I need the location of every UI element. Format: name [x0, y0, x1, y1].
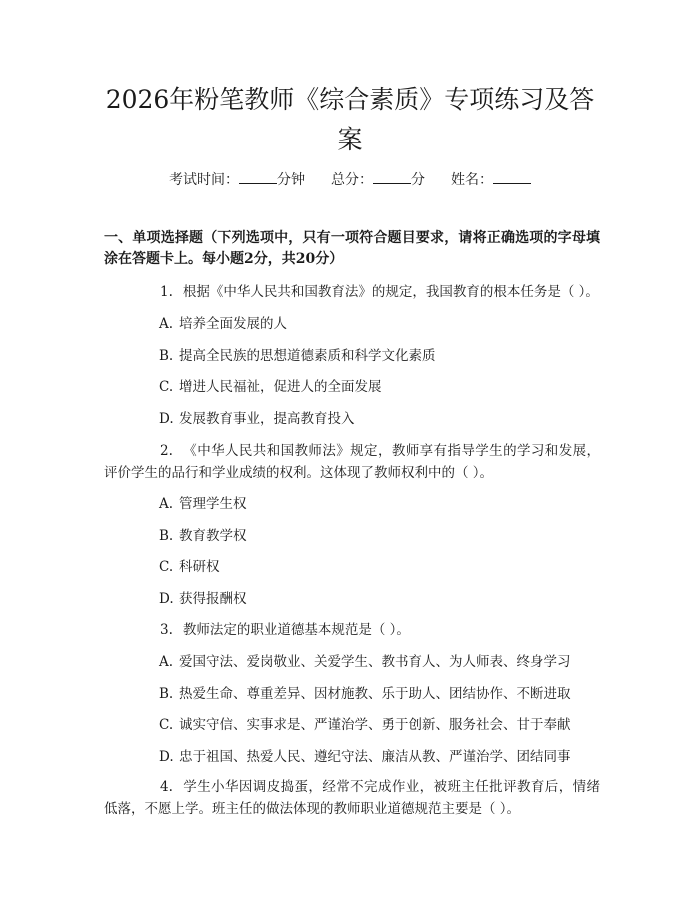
question-text: 根据《中华人民共和国教育法》的规定，我国教育的根本任务是（ ）。 [182, 284, 599, 300]
option-letter: D. [159, 411, 174, 427]
exam-time-label: 考试时间： [169, 172, 239, 188]
question-text: 《中华人民共和国教师法》规定，教师享有指导学生的学习和发展，评价学生的品行和学业成绩的权利。这体现了教师权利中的（ ）。 [104, 443, 600, 481]
option-letter: C. [159, 559, 174, 575]
question-number: 4. [160, 779, 173, 795]
question-1-option-a [159, 313, 599, 335]
option-letter: B. [159, 348, 174, 364]
question-3-option-b [159, 683, 599, 705]
option-text: 培养全面发展的人 [179, 316, 287, 332]
question-1-option-d [159, 408, 599, 430]
question-1-option-c [159, 376, 599, 398]
option-text: 忠于祖国、热爱人民、遵纪守法、廉洁从教、严谨治学、团结同事 [179, 749, 571, 765]
question-text: 学生小华因调皮捣蛋，经常不完成作业，被班主任批评教育后，情绪低落，不愿上学。班主任的做法体现的教师职业道德规范主要是（ ）。 [104, 779, 600, 817]
question-text: 教师法定的职业道德基本规范是（ ）。 [182, 622, 410, 638]
option-text: 管理学生权 [179, 496, 247, 512]
question-3-option-d [159, 746, 599, 768]
question-3-option-c [159, 714, 599, 736]
option-text: 发展教育事业，提高教育投入 [179, 411, 355, 427]
question-3 [104, 619, 600, 641]
option-letter: D. [159, 749, 174, 765]
option-text: 提高全民族的思想道德素质和科学文化素质 [179, 348, 436, 364]
total-score-label: 总分： [331, 172, 373, 188]
total-score-unit: 分 [411, 172, 425, 188]
question-2-option-c [159, 556, 599, 578]
option-letter: B. [159, 686, 174, 702]
exam-info-line [0, 169, 700, 190]
option-text: 科研权 [179, 559, 220, 575]
question-number: 1. [160, 284, 173, 300]
question-1-option-b [159, 345, 599, 367]
section-heading: 一、单项选择题（下列选项中，只有一项符合题目要求，请将正确选项的字母填涂在答题卡上。每小题2分，共20分） [104, 230, 600, 267]
question-2 [104, 440, 600, 484]
option-letter: D. [159, 591, 174, 607]
student-name-label: 姓名： [451, 172, 493, 188]
question-2-option-d [159, 588, 599, 610]
exam-time-blank [239, 169, 277, 184]
option-text: 增进人民福祉，促进人的全面发展 [179, 379, 382, 395]
question-number: 3. [160, 622, 173, 638]
option-text: 教育教学权 [179, 528, 247, 544]
option-text: 诚实守信、实事求是、严谨治学、勇于创新、服务社会、甘于奉献 [179, 717, 571, 733]
option-letter: A. [159, 496, 174, 512]
question-1 [104, 281, 600, 303]
question-number: 2. [160, 443, 173, 459]
option-letter: C. [159, 717, 174, 733]
question-4 [104, 776, 600, 820]
option-letter: A. [159, 316, 174, 332]
option-text: 爱国守法、爱岗敬业、关爱学生、教书育人、为人师表、终身学习 [179, 654, 571, 670]
option-letter: A. [159, 654, 174, 670]
document-title: 2026年粉笔教师《综合素质》专项练习及答案 [105, 85, 595, 154]
option-letter: C. [159, 379, 174, 395]
question-3-option-a [159, 651, 599, 673]
total-score-blank [373, 169, 411, 184]
option-text: 获得报酬权 [179, 591, 247, 607]
question-2-option-a [159, 493, 599, 515]
option-text: 热爱生命、尊重差异、因材施教、乐于助人、团结协作、不断进取 [179, 686, 571, 702]
student-name-blank [493, 169, 531, 184]
option-letter: B. [159, 528, 174, 544]
exam-time-unit: 分钟 [277, 172, 305, 188]
question-2-option-b [159, 525, 599, 547]
